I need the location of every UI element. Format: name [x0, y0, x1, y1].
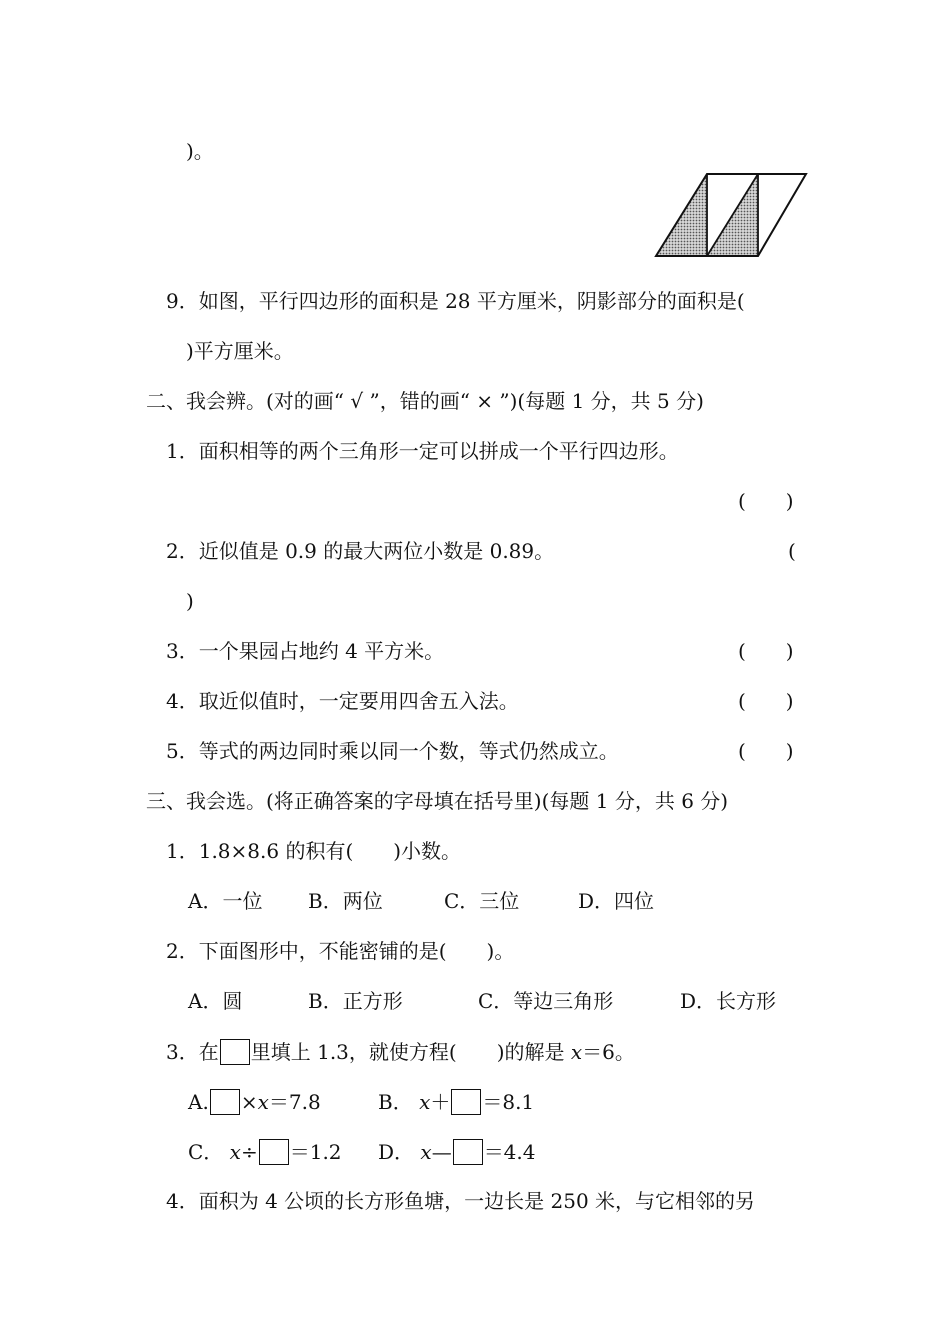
times-sign: × — [240, 1090, 258, 1114]
s2-item-2-paren-close: ) — [186, 589, 194, 613]
s2-item-2: 2．近似值是 0.9 的最大两位小数是 0.89。 — [166, 539, 555, 563]
s2-item-5: 5．等式的两边同时乘以同一个数，等式仍然成立。 — [166, 739, 619, 763]
s3-q3-stem-before: 3．在 — [166, 1040, 219, 1064]
variable-x: x — [420, 1140, 432, 1164]
s3-q1-option-c: C．三位 — [444, 889, 520, 913]
s3-q1-option-d: D．四位 — [578, 889, 655, 913]
s2-item-2-paren-open: ( — [788, 539, 796, 563]
s3-q3-option-b — [378, 1089, 534, 1115]
equation-rhs: ＝1.2 — [289, 1140, 342, 1164]
q9-line1: 9．如图，平行四边形的面积是 28 平方厘米，阴影部分的面积是( — [166, 289, 745, 313]
section2-heading: 二、我会辨。(对的画“ √ ”，错的画“ × ”)(每题 1 分，共 5 分) — [146, 389, 704, 413]
s3-q3-stem-after: 里填上 1.3，就使方程( )的解是 — [250, 1040, 565, 1064]
s3-q3-option-d — [378, 1139, 536, 1165]
s3-q2-option-a: A．圆 — [188, 989, 243, 1013]
s3-q1-option-a: A．一位 — [188, 889, 263, 913]
s2-item-4: 4．取近似值时，一定要用四舍五入法。 — [166, 689, 519, 713]
s2-item-3: 3．一个果园占地约 4 平方米。 — [166, 639, 445, 663]
blank-box — [451, 1089, 481, 1115]
s3-q1-stem: 1．1.8×8.6 的积有( )小数。 — [166, 839, 462, 863]
variable-x: x — [570, 1040, 583, 1064]
section3-heading: 三、我会选。(将正确答案的字母填在括号里)(每题 1 分，共 6 分) — [146, 789, 729, 813]
blank-box — [220, 1039, 250, 1065]
equation-rhs: ＝7.8 — [268, 1090, 321, 1114]
s3-q4-stem: 4．面积为 4 公顷的长方形鱼塘，一边长是 250 米，与它相邻的另 — [166, 1189, 756, 1213]
s2-item-4-answer-paren: ( ) — [738, 689, 794, 713]
s3-q1-option-b: B．两位 — [308, 889, 383, 913]
variable-x: x — [257, 1090, 269, 1114]
equation-rhs: ＝4.4 — [483, 1140, 536, 1164]
s3-q3-option-a — [188, 1089, 321, 1115]
s3-q2-option-d: D．长方形 — [680, 989, 777, 1013]
variable-x: x — [229, 1140, 241, 1164]
plus-sign: ＋ — [430, 1090, 451, 1114]
equation-rhs: ＝8.1 — [482, 1090, 535, 1114]
s2-item-1: 1．面积相等的两个三角形一定可以拼成一个平行四边形。 — [166, 439, 679, 463]
minus-sign: — — [431, 1140, 452, 1164]
s2-item-5-answer-paren: ( ) — [738, 739, 794, 763]
q9-line2: )平方厘米。 — [186, 339, 294, 363]
option-label: A. — [188, 1090, 209, 1114]
s3-q2-option-c: C．等边三角形 — [478, 989, 614, 1013]
s2-item-1-answer-paren: ( ) — [738, 489, 794, 513]
top-fragment: )。 — [186, 139, 214, 163]
blank-box — [210, 1089, 240, 1115]
option-label: C． — [188, 1140, 224, 1164]
s3-q3-stem — [166, 1039, 635, 1065]
s3-q2-stem: 2．下面图形中，不能密铺的是( )。 — [166, 939, 515, 963]
blank-box — [259, 1139, 289, 1165]
s2-item-3-answer-paren: ( ) — [738, 639, 794, 663]
variable-x: x — [419, 1090, 431, 1114]
divide-sign: ÷ — [240, 1140, 258, 1164]
option-label: D． — [378, 1140, 415, 1164]
s3-q2-option-b: B．正方形 — [308, 989, 403, 1013]
s3-q3-option-c — [188, 1139, 342, 1165]
option-label: B． — [378, 1090, 413, 1114]
parallelogram-figure — [650, 168, 810, 260]
s3-q3-stem-end: ＝6。 — [582, 1040, 635, 1064]
blank-box — [453, 1139, 483, 1165]
